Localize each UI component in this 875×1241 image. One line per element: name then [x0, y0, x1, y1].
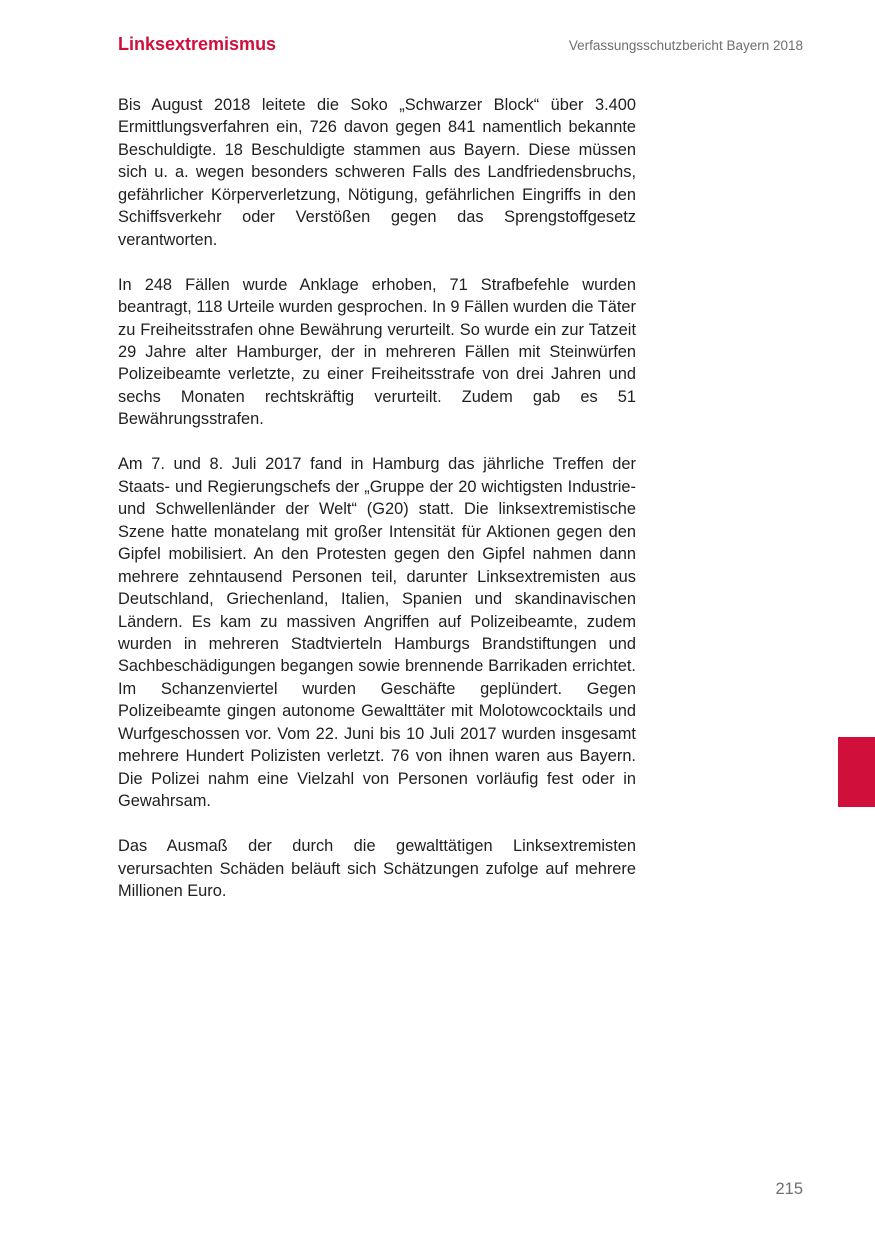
body-text: [118, 94, 636, 925]
paragraph: In 248 Fällen wurde Anklage erhoben, 71 Strafbefehle wurden beantragt, 118 Urteile wurden gesprochen. In 9 Fällen wurden die Täter zu Freiheitsstrafen ohne Bewährung verurteilt. So wurde ein zur Tatzeit 29 Jahre alter Hamburger, der in mehreren Fällen mit Steinwürfen Polizeibeamte verletzte, zu einer Freiheitsstrafe von drei Jahren und sechs Monaten rechtskräftig verurteilt. Zudem gab es 51 Bewährungsstrafen.: [118, 275, 636, 429]
paragraph: Das Ausmaß der durch die gewalttätigen Linksextremisten verursachten Schäden beläuft sich Schätzungen zufolge auf mehrere Millionen Euro.: [118, 837, 636, 900]
publication-title: Verfassungsschutzbericht Bayern 2018: [568, 38, 803, 53]
chapter-marker-tab: [838, 737, 875, 807]
paragraph: Am 7. und 8. Juli 2017 fand in Hamburg das jährliche Treffen der Staats- und Regierungschefs der „Gruppe der 20 wichtigsten Industrie- und Schwellenländer der Welt“ (G20) statt. Die linksextremistische Szene hatte monatelang mit großer Intensität für Aktionen gegen den Gipfel mobilisiert. An den Protesten gegen den Gipfel nahmen dann mehrere zehntausend Personen teil, darunter Linksextremisten aus Deutschland, Griechenland, Italien, Spanien und skandinavischen Ländern. Es kam zu massiven Angriffen auf Polizeibeamte, zudem wurden in mehreren Stadtvierteln Hamburgs Brandstiftungen und Sachbeschädigungen begangen sowie brennende Barrikaden errichtet. Im Schanzenviertel wurden Geschäfte geplündert. Gegen Polizeibeamte gingen autonome Gewalttäter mit Molotowcocktails und Wurfgeschossen vor. Vom 22. Juni bis 10 Juli 2017 wurden insgesamt mehrere Hundert Polizisten verletzt. 76 von ihnen waren aus Bayern. Die Polizei nahm eine Vielzahl von Personen vorläufig fest oder in Gewahrsam.: [118, 455, 636, 811]
section-title: Linksextremismus: [118, 34, 277, 54]
paragraph: Bis August 2018 leitete die Soko „Schwarzer Block“ über 3.400 Ermittlungsverfahren ein, 726 davon gegen 841 namentlich bekannte Beschuldigte. 18 Beschuldigte stammen aus Bayern. Diese müssen sich u. a. wegen besonders schweren Falls des Landfriedensbruchs, gefährlicher Körperverletzung, Nötigung, gefährlichen Eingriffs in den Schiffsverkehr oder Verstößen gegen das Sprengstoffgesetz verantworten.: [118, 96, 636, 249]
page-number: 215: [775, 1180, 803, 1198]
